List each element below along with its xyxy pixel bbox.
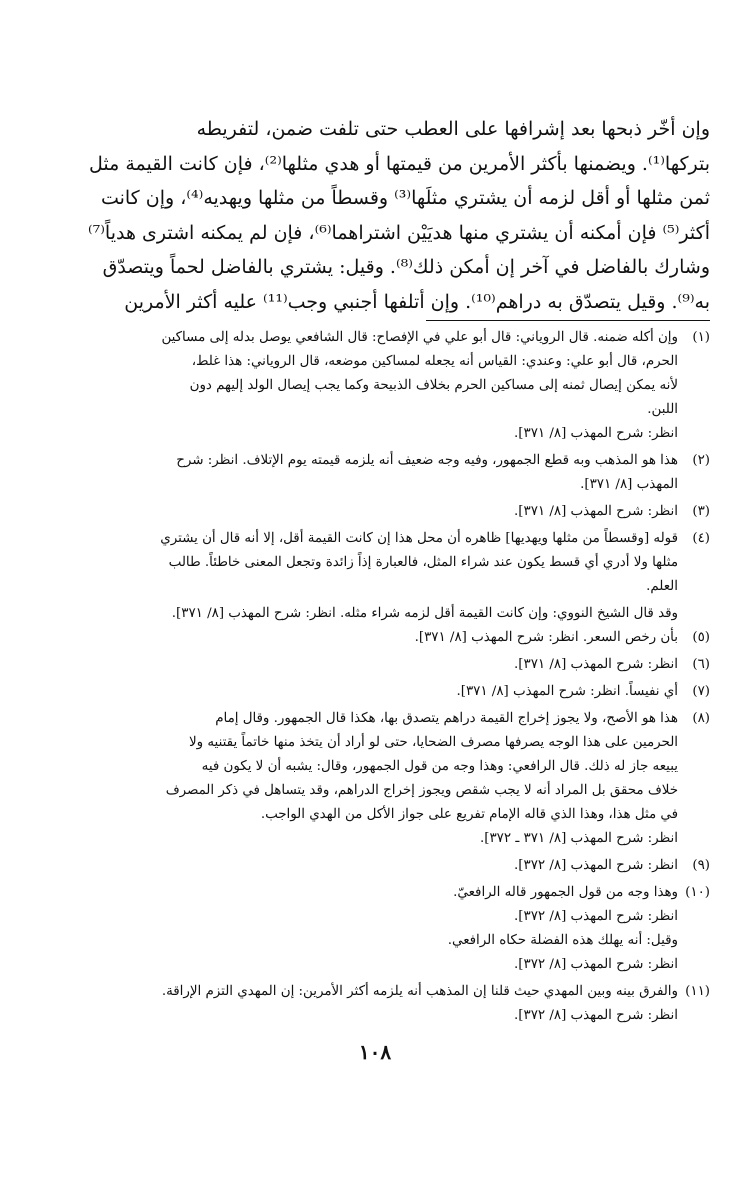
footnote-body bbox=[50, 707, 678, 851]
footnote-line: انظر: شرح المهذب [٨/ ٣٧١]. bbox=[514, 426, 678, 441]
footnote-line: هذا هو الأصح، ولا يجوز إخراج القيمة دراهم يتصدق بها، هكذا قال الجمهور. وقال إمام bbox=[215, 711, 678, 726]
footnote-4 bbox=[50, 527, 710, 599]
page-number: ١٠٨ bbox=[358, 1040, 392, 1064]
footnote-line: انظر: شرح المهذب [٨/ ٣٧٢]. bbox=[514, 909, 678, 924]
footnote-body bbox=[50, 881, 678, 977]
footnote-7 bbox=[50, 680, 710, 704]
footnote-body bbox=[50, 680, 678, 704]
footnote-line: العلم. bbox=[646, 579, 678, 594]
footnote-5 bbox=[50, 626, 710, 650]
footnote-number: (٥) bbox=[692, 630, 710, 645]
footnote-line: أي نفيساً. انظر: شرح المهذب [٨/ ٣٧١]. bbox=[456, 684, 678, 699]
footnote-number: (٨) bbox=[692, 711, 710, 726]
footnote-number: (٢) bbox=[692, 453, 710, 468]
footnote-line: انظر: شرح المهذب [٨/ ٣٧٢]. bbox=[514, 1008, 678, 1023]
footnote-line: لأنه يمكن إيصال ثمنه إلى مساكين الحرم بخلاف الذبيحة وكما يجب إيصال الولد إليهم دون bbox=[189, 378, 678, 393]
footnote-line: بأن رخص السعر. انظر: شرح المهذب [٨/ ٣٧١]. bbox=[414, 630, 678, 645]
footnote-number: (١٠) bbox=[685, 885, 710, 900]
footnote-line: والفرق بينه وبين المهدي حيث قلنا إن المذهب أنه يلزمه أكثر الأمرين: إن المهدي التزم الإراقة. bbox=[161, 984, 678, 999]
footnote-line: الحرم، قال أبو علي: وعندي: القياس أنه يجعله لمساكين موضعه، قال الروياني: هذا غلط، bbox=[191, 354, 678, 369]
footnote-number: (٤) bbox=[692, 531, 710, 546]
footnote-2 bbox=[50, 449, 710, 497]
footnote-line: هذا هو المذهب وبه قطع الجمهور، وفيه وجه ضعيف أنه يلزمه قيمته يوم الإتلاف. انظر: شرح bbox=[176, 453, 678, 468]
footnote-line: وإن أكله ضمنه. قال الروياني: قال أبو علي في الإفصاح: قال الشافعي يوصل بدله إلى مساكين bbox=[161, 330, 678, 345]
footnote-continuation: وقد قال الشيخ النووي: وإن كانت القيمة أقل لزمه شراء مثله. انظر: شرح المهذب [٨/ ٣٧١]. bbox=[171, 606, 678, 621]
footnote-body bbox=[50, 653, 678, 677]
footnote-number: (٩) bbox=[692, 858, 710, 873]
footnote-line: قوله [وقسطاً من مثلها ويهديها] ظاهره أن محل هذا إن كانت القيمة أقل، إلا أنه قال أن يشتري bbox=[160, 531, 678, 546]
footnote-line: انظر: شرح المهذب [٨/ ٣٧٢]. bbox=[514, 957, 678, 972]
footnote-line: اللبن. bbox=[647, 402, 678, 417]
footnote-line: انظر: شرح المهذب [٨/ ٣٧١ ـ ٣٧٢]. bbox=[480, 831, 678, 846]
footnote-body bbox=[50, 449, 678, 497]
footnote-line: انظر: شرح المهذب [٨/ ٣٧٢]. bbox=[514, 858, 678, 873]
footnote-number: (١) bbox=[692, 330, 710, 345]
footnote-divider bbox=[426, 320, 710, 321]
footnote-10 bbox=[50, 881, 710, 977]
main-text-line: بتركها⁽¹⁾. ويضمنها بأكثر الأمرين من قيمتها أو هدي مثلها⁽²⁾، فإن كانت القيمة مثل bbox=[88, 152, 710, 175]
footnote-line: يبيعه جاز له ذلك. قال الرافعي: وهذا وجه من قول الجمهور، وقال: يشبه أن لا يكون فيه bbox=[201, 759, 678, 774]
footnote-line: انظر: شرح المهذب [٨/ ٣٧١]. bbox=[514, 504, 678, 519]
main-text-line: ثمن مثلها أو أقل لزمه أن يشتري مثلَها⁽³⁾ وقسطاً من مثلها ويهديه⁽⁴⁾، وإن كانت bbox=[100, 187, 710, 209]
footnote-1 bbox=[50, 326, 710, 446]
footnote-11 bbox=[50, 980, 710, 1028]
footnote-number: (٦) bbox=[692, 657, 710, 672]
footnote-line: وقيل: أنه يهلك هذه الفضلة حكاه الرافعي. bbox=[447, 933, 678, 948]
main-text-line: وشارك بالفاضل في آخر إن أمكن ذلك⁽⁸⁾. وقيل: يشتري بالفاضل لحماً ويتصدّق bbox=[102, 256, 710, 278]
footnote-line: خلاف محقق بل المراد أنه لا يجب شقص ويجوز إخراج الدراهم، وقد يتساهل في ذكر المصرف bbox=[165, 783, 678, 798]
footnote-number: (٣) bbox=[692, 504, 710, 519]
main-text-line: أكثر⁽⁵⁾ فإن أمكنه أن يشتري منها هديَيْن اشتراهما⁽⁶⁾، فإن لم يمكنه اشترى هدياً⁽⁷⁾ bbox=[87, 221, 710, 244]
footnote-line: مثلها ولا أدري أي قسط يكون عند شراء المثل، فالعبارة إذاً زائدة وتجعل المعنى خاطئاً. طالب bbox=[168, 555, 678, 570]
main-text-line: به⁽⁹⁾. وقيل يتصدّق به دراهم⁽¹⁰⁾. وإن أتلفها أجنبي وجب⁽¹¹⁾ عليه أكثر الأمرين bbox=[124, 290, 710, 313]
footnote-body bbox=[50, 626, 678, 650]
footnote-line: انظر: شرح المهذب [٨/ ٣٧١]. bbox=[514, 657, 678, 672]
main-text bbox=[46, 112, 710, 319]
footnote-body bbox=[50, 980, 678, 1028]
footnotes bbox=[50, 326, 710, 1031]
footnote-line: وهذا وجه من قول الجمهور قاله الرافعيّ. bbox=[453, 885, 678, 900]
footnote-6 bbox=[50, 653, 710, 677]
footnote-9 bbox=[50, 854, 710, 878]
footnote-body bbox=[50, 500, 678, 524]
footnote-number: (٧) bbox=[692, 684, 710, 699]
footnote-3 bbox=[50, 500, 710, 524]
footnote-line: المهذب [٨/ ٣٧١]. bbox=[580, 477, 678, 492]
footnote-number: (١١) bbox=[685, 984, 710, 999]
footnote-line: الحرمين على هذا الوجه يصرفها مصرف الضحايا، حتى لو أراد أن يتخذ منها خاتماً يقتنيه ولا bbox=[189, 735, 678, 750]
footnote-body bbox=[50, 527, 678, 599]
footnote-8 bbox=[50, 707, 710, 851]
main-text-line: وإن أخّر ذبحها بعد إشرافها على العطب حتى تلفت ضمن، لتفريطه bbox=[196, 118, 710, 140]
footnote-body bbox=[50, 326, 678, 446]
footnote-line: في مثل هذا، وهذا الذي قاله الإمام تفريع على جواز الأكل من الهدي الواجب. bbox=[260, 807, 678, 822]
footnote-body bbox=[50, 854, 678, 878]
